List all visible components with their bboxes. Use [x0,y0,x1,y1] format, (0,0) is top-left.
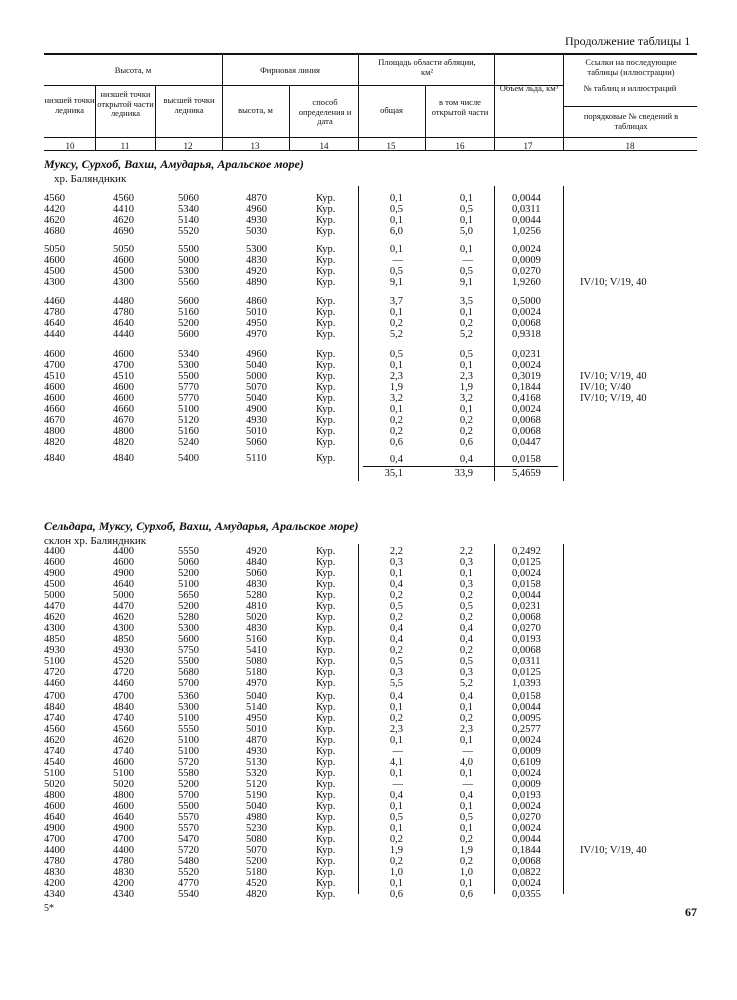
cell-col17: 0,0024 0,0009 0,0270 1,9260 [512,244,541,288]
col11-header: низшей точки открытой части ледника [97,89,154,118]
refs-group-header: Ссылки на последующие таблицы (иллюстрации) [585,57,677,77]
body-vrule [358,544,359,894]
body-vrule [494,544,495,894]
cell-col10: 4700 4840 4740 4560 4620 4740 4540 5100 5020 4800 4600 4640 4900 4700 4400 4780 4830 4200 4340 [44,691,65,900]
cell-col17: 0,5000 0,0024 0,0068 0,9318 [512,296,541,340]
cell-col14: Кур. [316,453,336,464]
cell-col15: 0,1 0,5 0,1 6,0 [389,193,403,237]
cell-col12: 5550 5060 5200 5100 5650 5200 5280 5300 5600 5750 5500 5680 5700 [178,546,199,689]
col10-header: низшей точки ледника [44,95,95,115]
header-vrule [563,53,564,150]
cell-col10: 4460 4780 4640 4440 [44,296,65,340]
header-vrule [494,53,495,150]
cell-col12: 5500 5000 5300 5560 [178,244,199,288]
cell-col11: 4600 4700 4510 4600 4600 4660 4670 4800 4820 [113,349,134,448]
signature-mark: 5* [44,903,54,914]
cell-col16: 2,2 0,3 0,1 0,3 0,2 0,5 0,2 0,4 0,4 0,2 0,5 0,3 5,2 [459,546,473,689]
cell-col17: 0,0044 0,0311 0,0044 1,0256 [512,193,541,237]
cell-col17-with-total: 0,0158 5,4659 [512,454,541,479]
cell-col12: 5340 5300 5500 5770 5770 5100 5120 5160 5240 [178,349,199,448]
cell-col16: 0,5 0,1 2,3 1,9 3,2 0,1 0,2 0,2 0,6 [459,349,473,448]
column-number: 17 [523,141,533,151]
cell-col15: 0,5 0,1 2,3 1,9 3,2 0,1 0,2 0,2 0,6 [389,349,403,448]
section2-subtitle: склон хр. Балянднкик [44,535,147,547]
cell-col13: 4860 5010 4950 4970 [246,296,267,340]
cell-col13: 4920 4840 5060 4830 5280 4810 5020 4830 5160 5410 5080 5180 4970 [246,546,267,689]
cell-col14: Кур. Кур. Кур. Кур. [316,244,336,288]
cell-col17: 0,0158 0,0044 0,0095 0,2577 0,0024 0,0009 0,6109 0,0024 0,0009 0,0193 0,0024 0,0270 0,0024 0,0044 0,1844 0,0068 0,0822 0,0024 0,0355 [512,691,541,900]
col17-header: Объем льда, км³ [499,83,559,93]
col18b-header: порядковые № сведений в таблицах [583,111,679,131]
header-vrule [289,85,290,150]
header-top-rule [44,53,697,55]
col16-header: в том числе открытой части [431,97,489,117]
cell-col11: 4400 4600 4900 4640 5000 4470 4620 4300 4850 4930 4520 4720 4460 [113,546,134,689]
cell-col17: 0,0231 0,0024 0,3019 0,1844 0,4168 0,0024 0,0068 0,0068 0,0447 [512,349,541,448]
header-vrule [425,85,426,150]
cell-col11: 4700 4840 4740 4560 4620 4740 4600 5100 5020 4800 4600 4640 4900 4700 4400 4780 4830 4200 4340 [113,691,134,900]
cell-col16: 0,1 — 0,5 9,1 [459,244,473,288]
body-vrule [358,186,359,481]
cell-col13: 5040 5140 4950 5010 4870 4930 5130 5320 5120 5190 5040 4980 5230 5080 5070 5200 5180 4520 4820 [246,691,267,900]
cell-col12: 5060 5340 5140 5520 [178,193,199,237]
cell-col10: 4600 4700 4510 4600 4600 4660 4670 4800 4820 [44,349,65,448]
column-number: 10 [65,141,75,151]
cell-col18: IV/10; V/19, 40 [580,845,647,856]
cell-col11: 4560 4410 4620 4690 [113,193,134,237]
col14-header: способ определения и дата [298,97,352,126]
column-number: 16 [455,141,465,151]
cell-col15: 3,7 0,1 0,2 5,2 [389,296,403,340]
continuation-label: Продолжение таблицы 1 [565,34,691,48]
cell-col18: IV/10; V/19, 40 [580,277,647,288]
cell-col15-with-total: 0,4 35,1 [384,454,403,479]
height-group-header: Высота, м [114,65,152,75]
cell-col16: 0,4 0,1 0,2 2,3 0,1 — 4,0 0,1 — 0,4 0,1 0,5 0,1 0,2 1,9 0,2 1,0 0,1 0,6 [459,691,473,900]
body-vrule [563,544,564,894]
header-vrule [358,53,359,150]
cell-col17: 0,2492 0,0125 0,0024 0,0158 0,0044 0,0231 0,0068 0,0270 0,0193 0,0068 0,0311 0,0125 1,0393 [512,546,541,689]
section1-title: Муксу, Сурхоб, Вахш, Амударья, Аральское море) [44,157,304,171]
column-number: 13 [250,141,260,151]
cell-col14: Кур. Кур. Кур. Кур. Кур. Кур. Кур. Кур. Кур. Кур. Кур. Кур. Кур. [316,546,336,689]
area-group-header: Площадь области абляции, км² [378,57,476,77]
body-vrule [494,186,495,481]
cell-col14: Кур. Кур. Кур. Кур. Кур. Кур. Кур. Кур. Кур. [316,349,336,448]
cell-col13: 4870 4960 4930 5030 [246,193,267,237]
col12-header: высшей точки ледника [163,95,215,115]
col15-header: общая [380,105,403,115]
cell-col15: 0,4 0,1 0,2 2,3 0,1 — 4,1 0,1 — 0,4 0,1 0,5 0,1 0,2 1,9 0,2 1,0 0,1 0,6 [389,691,403,900]
body-vrule [563,186,564,481]
header-vrule [155,85,156,150]
column-number: 15 [386,141,396,151]
cell-col16: 0,1 0,5 0,1 5,0 [459,193,473,237]
cell-col13: 4960 5040 5000 5070 5040 4900 4930 5010 5060 [246,349,267,448]
cell-col15: 0,1 — 0,5 9,1 [389,244,403,288]
firn-group-header: Фирновая линия [260,65,320,75]
cell-col12: 5400 [178,453,199,464]
cell-col11: 4480 4780 4640 4440 [113,296,134,340]
cell-col14: Кур. Кур. Кур. Кур. [316,193,336,237]
column-number: 12 [183,141,193,151]
header-bottom-rule [44,137,697,138]
cell-col12: 5360 5300 5100 5550 5100 5100 5720 5580 5200 5700 5500 5570 5570 5470 5720 5480 5520 4770 5540 [178,691,199,900]
cell-col10: 4400 4600 4900 4500 5000 4470 4620 4300 4850 4930 5100 4720 4460 [44,546,65,689]
cell-col15: 2,2 0,3 0,1 0,4 0,2 0,5 0,2 0,4 0,4 0,2 0,5 0,3 5,5 [389,546,403,689]
column-number: 18 [625,141,635,151]
cell-col16-with-total: 0,4 33,9 [454,454,473,479]
cell-col16: 3,5 0,1 0,2 5,2 [459,296,473,340]
cell-col14: Кур. Кур. Кур. Кур. Кур. Кур. Кур. Кур. Кур. Кур. Кур. Кур. Кур. Кур. Кур. Кур. Кур. Кур. Кур. [316,691,336,900]
col18a-header: № таблиц и иллюстраций [583,83,677,93]
cell-col10: 5050 4600 4500 4300 [44,244,65,288]
header-mid-rule-refs [563,106,697,107]
section2-title: Сельдара, Муксу, Сурхоб, Вахш, Амударья, Аральское море) [44,519,359,533]
total-rule [363,466,558,467]
cell-col13: 5110 [246,453,267,464]
header-mid-rule [44,85,563,86]
cell-col11: 4840 [113,453,134,464]
cell-col10: 4840 [44,453,65,464]
cell-col11: 5050 4600 4500 4300 [113,244,134,288]
cell-col12: 5600 5160 5200 5600 [178,296,199,340]
cell-col10: 4560 4420 4620 4680 [44,193,65,237]
column-number: 14 [319,141,329,151]
col13-header: высота, м [238,105,273,115]
cell-col13: 5300 4830 4920 4890 [246,244,267,288]
cell-col18: IV/10; V/19, 40 IV/10; V/40 IV/10; V/19, 40 [580,371,647,404]
column-number: 11 [120,141,130,151]
section1-subtitle: хр. Балянднкик [54,173,127,185]
cell-col14: Кур. Кур. Кур. Кур. [316,296,336,340]
page-number: 67 [685,905,697,919]
